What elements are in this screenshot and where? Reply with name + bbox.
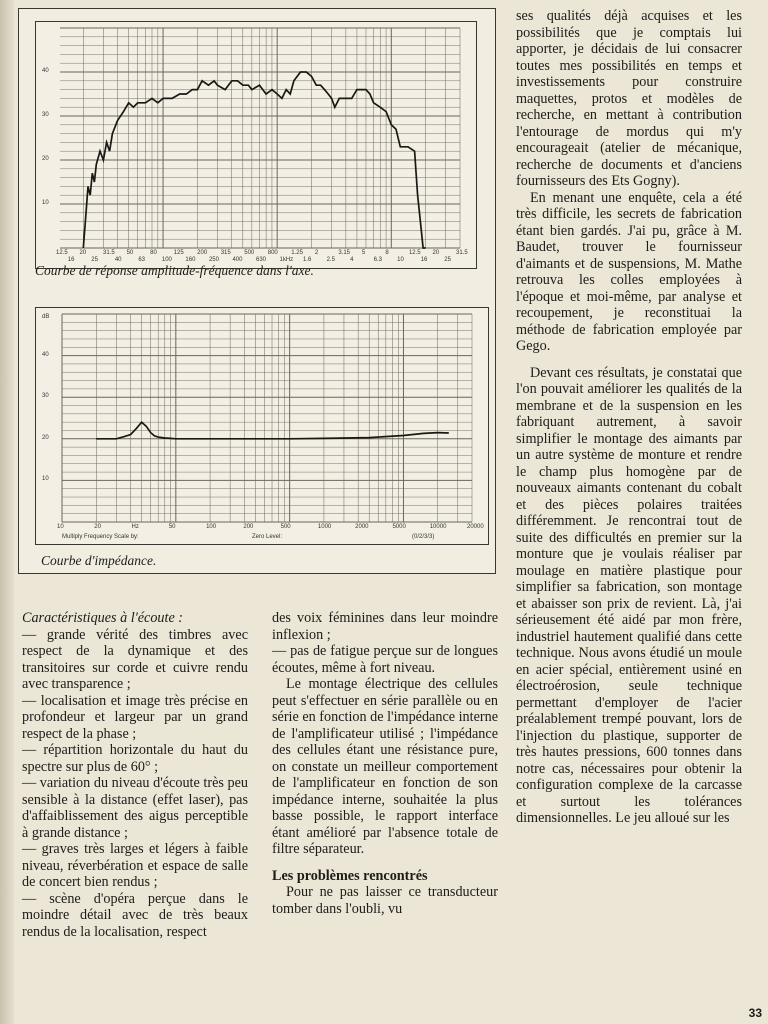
- column-3: [516, 8, 742, 827]
- paragraph: Devant ces résultats, je constatai que l'on pouvait améliorer les qualités de la membrane et de la suspension en les fabriquant autrement, à savoir simplifier le montage des aimants par un autre système de monture et rendre le champ plus homogène par de nouveaux aimants contenant du cobalt et des pièces polaires traitées différemment. Je rencontrai tout de suite des difficultés en premier sur la monture que je voulais réaliser par moulage en matière plastique pour simplifier sa fabrication, son montage et abaisser son prix de revient. Là, j'ai sérieusement été aidé par mon frère, industriel hautement qualifié dans cette technique. Nous avons étudié un moule en acier spécial, entièrement usiné en électroérosion, seule technique permettant d'employer de l'acier préalablement trempé pouvant, lors de l'injection du plastique, supporter de très hautes pressions, 600 tonnes dans notre cas, nécessaires pour obtenir la configuration complexe de la carcasse et surtout les tolérances dimensionnelles. Le jeu alloué sur les: [516, 364, 742, 826]
- impedance-chart: [35, 307, 489, 545]
- tick-label: 30: [42, 112, 49, 118]
- tick-label: 2000: [355, 524, 369, 530]
- tick-label: 30: [42, 393, 49, 400]
- tick-label: 630: [256, 257, 267, 263]
- tick-label: 31.5: [456, 250, 468, 256]
- tick-label: 500: [280, 524, 291, 530]
- tick-label: 1000: [317, 524, 332, 530]
- tick-label: 25: [444, 257, 451, 263]
- chart-svg: [36, 308, 488, 544]
- tick-label: (0/2/3/3): [412, 534, 435, 540]
- tick-label: 6.3: [373, 257, 382, 263]
- tick-label: 200: [197, 250, 208, 256]
- chart-svg: [36, 22, 476, 268]
- frequency-response-chart: [35, 21, 477, 269]
- paragraph: — graves très larges et légers à faible niveau, réverbération et espace de salle de concert bien rendus ;: [22, 841, 248, 890]
- frequency-response-caption: Courbe de réponse amplitude-fréquence dans l'axe.: [35, 263, 314, 278]
- tick-label: 100: [161, 257, 172, 263]
- paragraph: Les problèmes rencontrés: [272, 867, 428, 884]
- tick-label: 20: [42, 434, 49, 441]
- paragraph: — localisation et image très précise en profondeur et largeur par un grand respect de la phase ;: [22, 692, 248, 742]
- tick-label: 5000: [392, 524, 406, 530]
- tick-label: 315: [220, 250, 231, 256]
- paragraph: — scène d'opéra perçue dans le moindre détail avec de très beaux rendus de la localisation, respect: [22, 890, 248, 940]
- tick-label: 31.5: [103, 250, 115, 256]
- tick-label: 16: [420, 257, 428, 263]
- paragraph: Pour ne pas laisser ce transducteur tomber dans l'oubli, vu: [272, 884, 498, 917]
- tick-label: dB: [42, 314, 50, 320]
- paragraph: — répartition horizontale du haut du spectre sur plus de 60° ;: [22, 742, 248, 775]
- tick-label: 10000: [429, 524, 447, 530]
- tick-label: 40: [42, 351, 49, 358]
- paragraph: Le montage électrique des cellules peut s'effectuer en série parallèle ou en série en fonction de l'impédance interne de l'amplificateur utilisé ; l'impédance des cellules étant une résistance pure, on constate un meilleur comportement de l'amplificateur en fonction de son impédance interne, souhaitée la plus basse possible, le rapport interface étant amélioré par l'absence totale de filtre séparateur.: [272, 676, 498, 857]
- tick-label: 12.5: [56, 250, 68, 256]
- tick-label: 1.25: [291, 250, 303, 256]
- tick-label: 4: [350, 257, 354, 263]
- tick-label: 800: [267, 250, 278, 256]
- tick-label: 10: [57, 524, 64, 530]
- tick-label: 2: [314, 250, 319, 256]
- tick-label: 20: [42, 156, 49, 162]
- tick-label: 2.5: [326, 257, 335, 263]
- column-2: [272, 610, 498, 917]
- tick-label: 20: [94, 524, 101, 530]
- tick-label: 10: [397, 257, 404, 263]
- tick-label: 125: [173, 250, 184, 256]
- page-gutter: [0, 0, 14, 1024]
- tick-label: 50: [168, 524, 176, 530]
- tick-label: 40: [114, 257, 122, 263]
- tick-label: 160: [185, 257, 196, 263]
- tick-label: 1.6: [303, 257, 312, 263]
- tick-label: 250: [208, 257, 219, 263]
- paragraph: ses qualités déjà acquises et les possibilités que je comptais lui apporter, je décidais de lui consacrer toutes mes possibilités en temps et investissements pour construire maquettes, protos et modèles de recherche, en mettant à contribution l'entourage de mordus qui m'y encourageait (atelier de mécanique, recherche de documents et d'anciens fournisseurs des Ets Gogny).: [516, 8, 742, 189]
- tick-label: 3.15: [338, 250, 351, 256]
- tick-label: 10: [42, 476, 49, 483]
- tick-label: 10: [42, 200, 49, 206]
- impedance-caption: Courbe d'impédance.: [41, 553, 157, 568]
- paragraph: — pas de fatigue perçue sur de longues écoutes, même à fort niveau.: [272, 643, 498, 676]
- tick-label: 1kHz: [279, 257, 294, 263]
- tick-label: 16: [67, 257, 75, 263]
- tick-label: 25: [91, 257, 98, 263]
- page-number: 33: [748, 1006, 762, 1020]
- tick-label: 100: [206, 524, 217, 530]
- tick-label: Zero Level:: [252, 534, 283, 540]
- figures-frame: [18, 8, 496, 574]
- tick-label: 80: [150, 250, 157, 256]
- tick-label: 40: [42, 68, 49, 74]
- tick-label: Hz: [131, 524, 139, 530]
- tick-label: 50: [126, 250, 134, 256]
- tick-label: 63: [138, 257, 146, 263]
- paragraph: — variation du niveau d'écoute très peu sensible à la distance (effet laser), pas d'affaiblissement des aigus perceptible à grande distance ;: [22, 775, 248, 841]
- tick-label: 20000: [467, 524, 484, 530]
- tick-label: 12.5: [408, 250, 421, 256]
- paragraph: Caractéristiques à l'écoute :: [22, 610, 184, 626]
- tick-label: 200: [243, 524, 254, 530]
- tick-label: 20: [432, 250, 440, 256]
- tick-label: 20: [79, 250, 87, 256]
- tick-label: Multiply Frequency Scale by:: [62, 534, 139, 540]
- tick-label: 8: [385, 250, 389, 256]
- paragraph: des voix féminines dans leur moindre inflexion ;: [272, 610, 498, 643]
- column-1: [22, 610, 248, 940]
- tick-label: 500: [244, 250, 255, 256]
- paragraph: — grande vérité des timbres avec respect de la dynamique et des transitoires sur corde et cuivre rendu avec transparence ;: [22, 626, 248, 692]
- paragraph: En menant une enquête, cela a été très difficile, les secrets de fabrication étant bien gardés. J'ai pu, grâce à M. Baudet, trouver le fournisseur d'aimants et de suspensions, M. Mathe retrouva les colles employées à l'époque et moi-même, par analyse et recoupement, je reconstituai la méthode de fabrication employée par Gego.: [516, 189, 742, 354]
- tick-label: 5: [361, 250, 366, 256]
- tick-label: 400: [232, 257, 243, 263]
